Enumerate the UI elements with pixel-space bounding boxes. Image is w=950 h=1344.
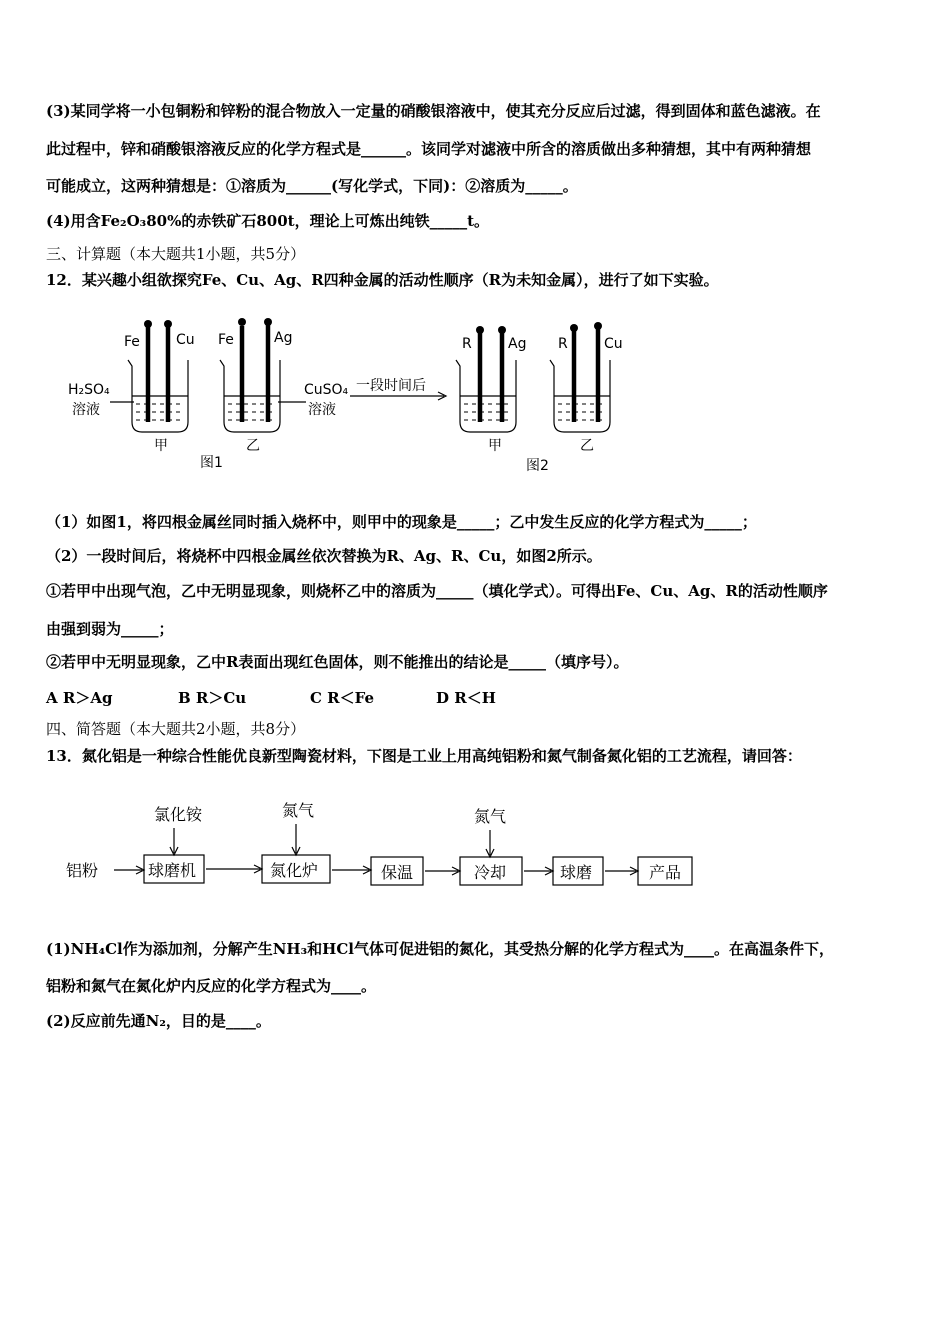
q11-3-line1: (3)某同学将一小包铜粉和锌粉的混合物放入一定量的硝酸银溶液中，使其充分反应后过滤，得到固体和蓝色滤液。在 — [46, 102, 821, 120]
label-nitrogen-1: 氮气 — [282, 801, 315, 820]
label-jia-1: 甲 — [154, 438, 168, 454]
q12-stem: 12．某兴趣小组欲探究Fe、Cu、Ag、R四种金属的活动性顺序（R为未知金属），进行了如下实验。 — [46, 271, 719, 289]
label-cu-4: Cu — [604, 336, 623, 352]
section-4-heading: 四、简答题（本大题共2小题，共8分） — [46, 720, 306, 738]
label-ball-mill: 球磨机 — [148, 861, 197, 880]
q12-part2-a-line2: 由强到弱为_____； — [46, 620, 174, 638]
label-arrow: 一段时间后 — [356, 378, 426, 394]
label-h2so4: H₂SO₄ — [68, 382, 110, 398]
label-figure-1: 图1 — [200, 455, 223, 471]
q11-4: (4)用含Fe₂O₃80%的赤铁矿石800t，理论上可炼出纯铁_____t。 — [46, 212, 490, 230]
label-fe-1: Fe — [124, 334, 140, 350]
label-aluminum-powder: 铝粉 — [66, 861, 99, 880]
label-cuso4: CuSO₄ — [304, 382, 349, 398]
section-3-heading: 三、计算题（本大题共1小题，共5分） — [46, 245, 306, 263]
label-nitriding-furnace: 氮化炉 — [270, 861, 319, 880]
label-fe-2: Fe — [218, 332, 234, 348]
q12-part2-a-line1: ①若甲中出现气泡，乙中无明显现象，则烧杯乙中的溶质为_____（填化学式）。可得出Fe、Cu、Ag、R的活动性顺序 — [46, 582, 828, 600]
q11-3-line3: 可能成立，这两种猜想是：①溶质为______(写化学式，下同)：②溶质为_____。 — [46, 177, 578, 195]
label-solution-1: 溶液 — [72, 402, 100, 418]
label-nitrogen-2: 氮气 — [474, 807, 507, 826]
label-solution-2: 溶液 — [308, 402, 336, 418]
label-r-4: R — [558, 336, 568, 352]
option-a: A R＞Ag — [46, 689, 113, 707]
label-figure-2: 图2 — [526, 458, 549, 474]
q12-part2-b: ②若甲中无明显现象，乙中R表面出现红色固体，则不能推出的结论是_____（填序号）。 — [46, 653, 629, 671]
label-nh4cl: 氯化铵 — [154, 805, 203, 824]
label-yi-1: 乙 — [246, 438, 260, 454]
q11-3-line2: 此过程中，锌和硝酸银溶液反应的化学方程式是______。该同学对滤液中所含的溶质做出多种猜想，其中有两种猜想 — [46, 140, 812, 158]
option-d: D R＜H — [436, 689, 496, 707]
process-flow-chart — [60, 790, 710, 900]
label-cooling: 冷却 — [474, 863, 507, 882]
label-hold-temp: 保温 — [381, 863, 414, 882]
label-ag-3: Ag — [508, 336, 527, 352]
label-r-3: R — [462, 336, 472, 352]
label-cu-1: Cu — [176, 332, 195, 348]
q13-stem: 13．氮化铝是一种综合性能优良新型陶瓷材料，下图是工业上用高纯铝粉和氮气制备氮化铝的工艺流程，请回答： — [46, 747, 802, 765]
label-yi-2: 乙 — [580, 438, 594, 454]
q13-part2: (2)反应前先通N₂，目的是____。 — [46, 1012, 271, 1030]
q13-part1-line2: 铝粉和氮气在氮化炉内反应的化学方程式为____。 — [46, 977, 377, 995]
option-b: B R＞Cu — [178, 689, 247, 707]
label-jia-2: 甲 — [488, 438, 502, 454]
beaker-figure — [60, 310, 660, 480]
label-grinding: 球磨 — [560, 863, 593, 882]
q12-part2: （2）一段时间后，将烧杯中四根金属丝依次替换为R、Ag、R、Cu，如图2所示。 — [46, 547, 602, 565]
label-ag-2: Ag — [274, 330, 293, 346]
q13-part1-line1: (1)NH₄Cl作为添加剂，分解产生NH₃和HCl气体可促进铝的氮化，其受热分解的化学方程式为____。在高温条件下， — [46, 940, 834, 958]
q12-part1: （1）如图1，将四根金属丝同时插入烧杯中，则甲中的现象是_____；乙中发生反应的化学方程式为_____； — [46, 513, 757, 531]
option-c: C R＜Fe — [310, 689, 374, 707]
label-product: 产品 — [649, 863, 682, 882]
